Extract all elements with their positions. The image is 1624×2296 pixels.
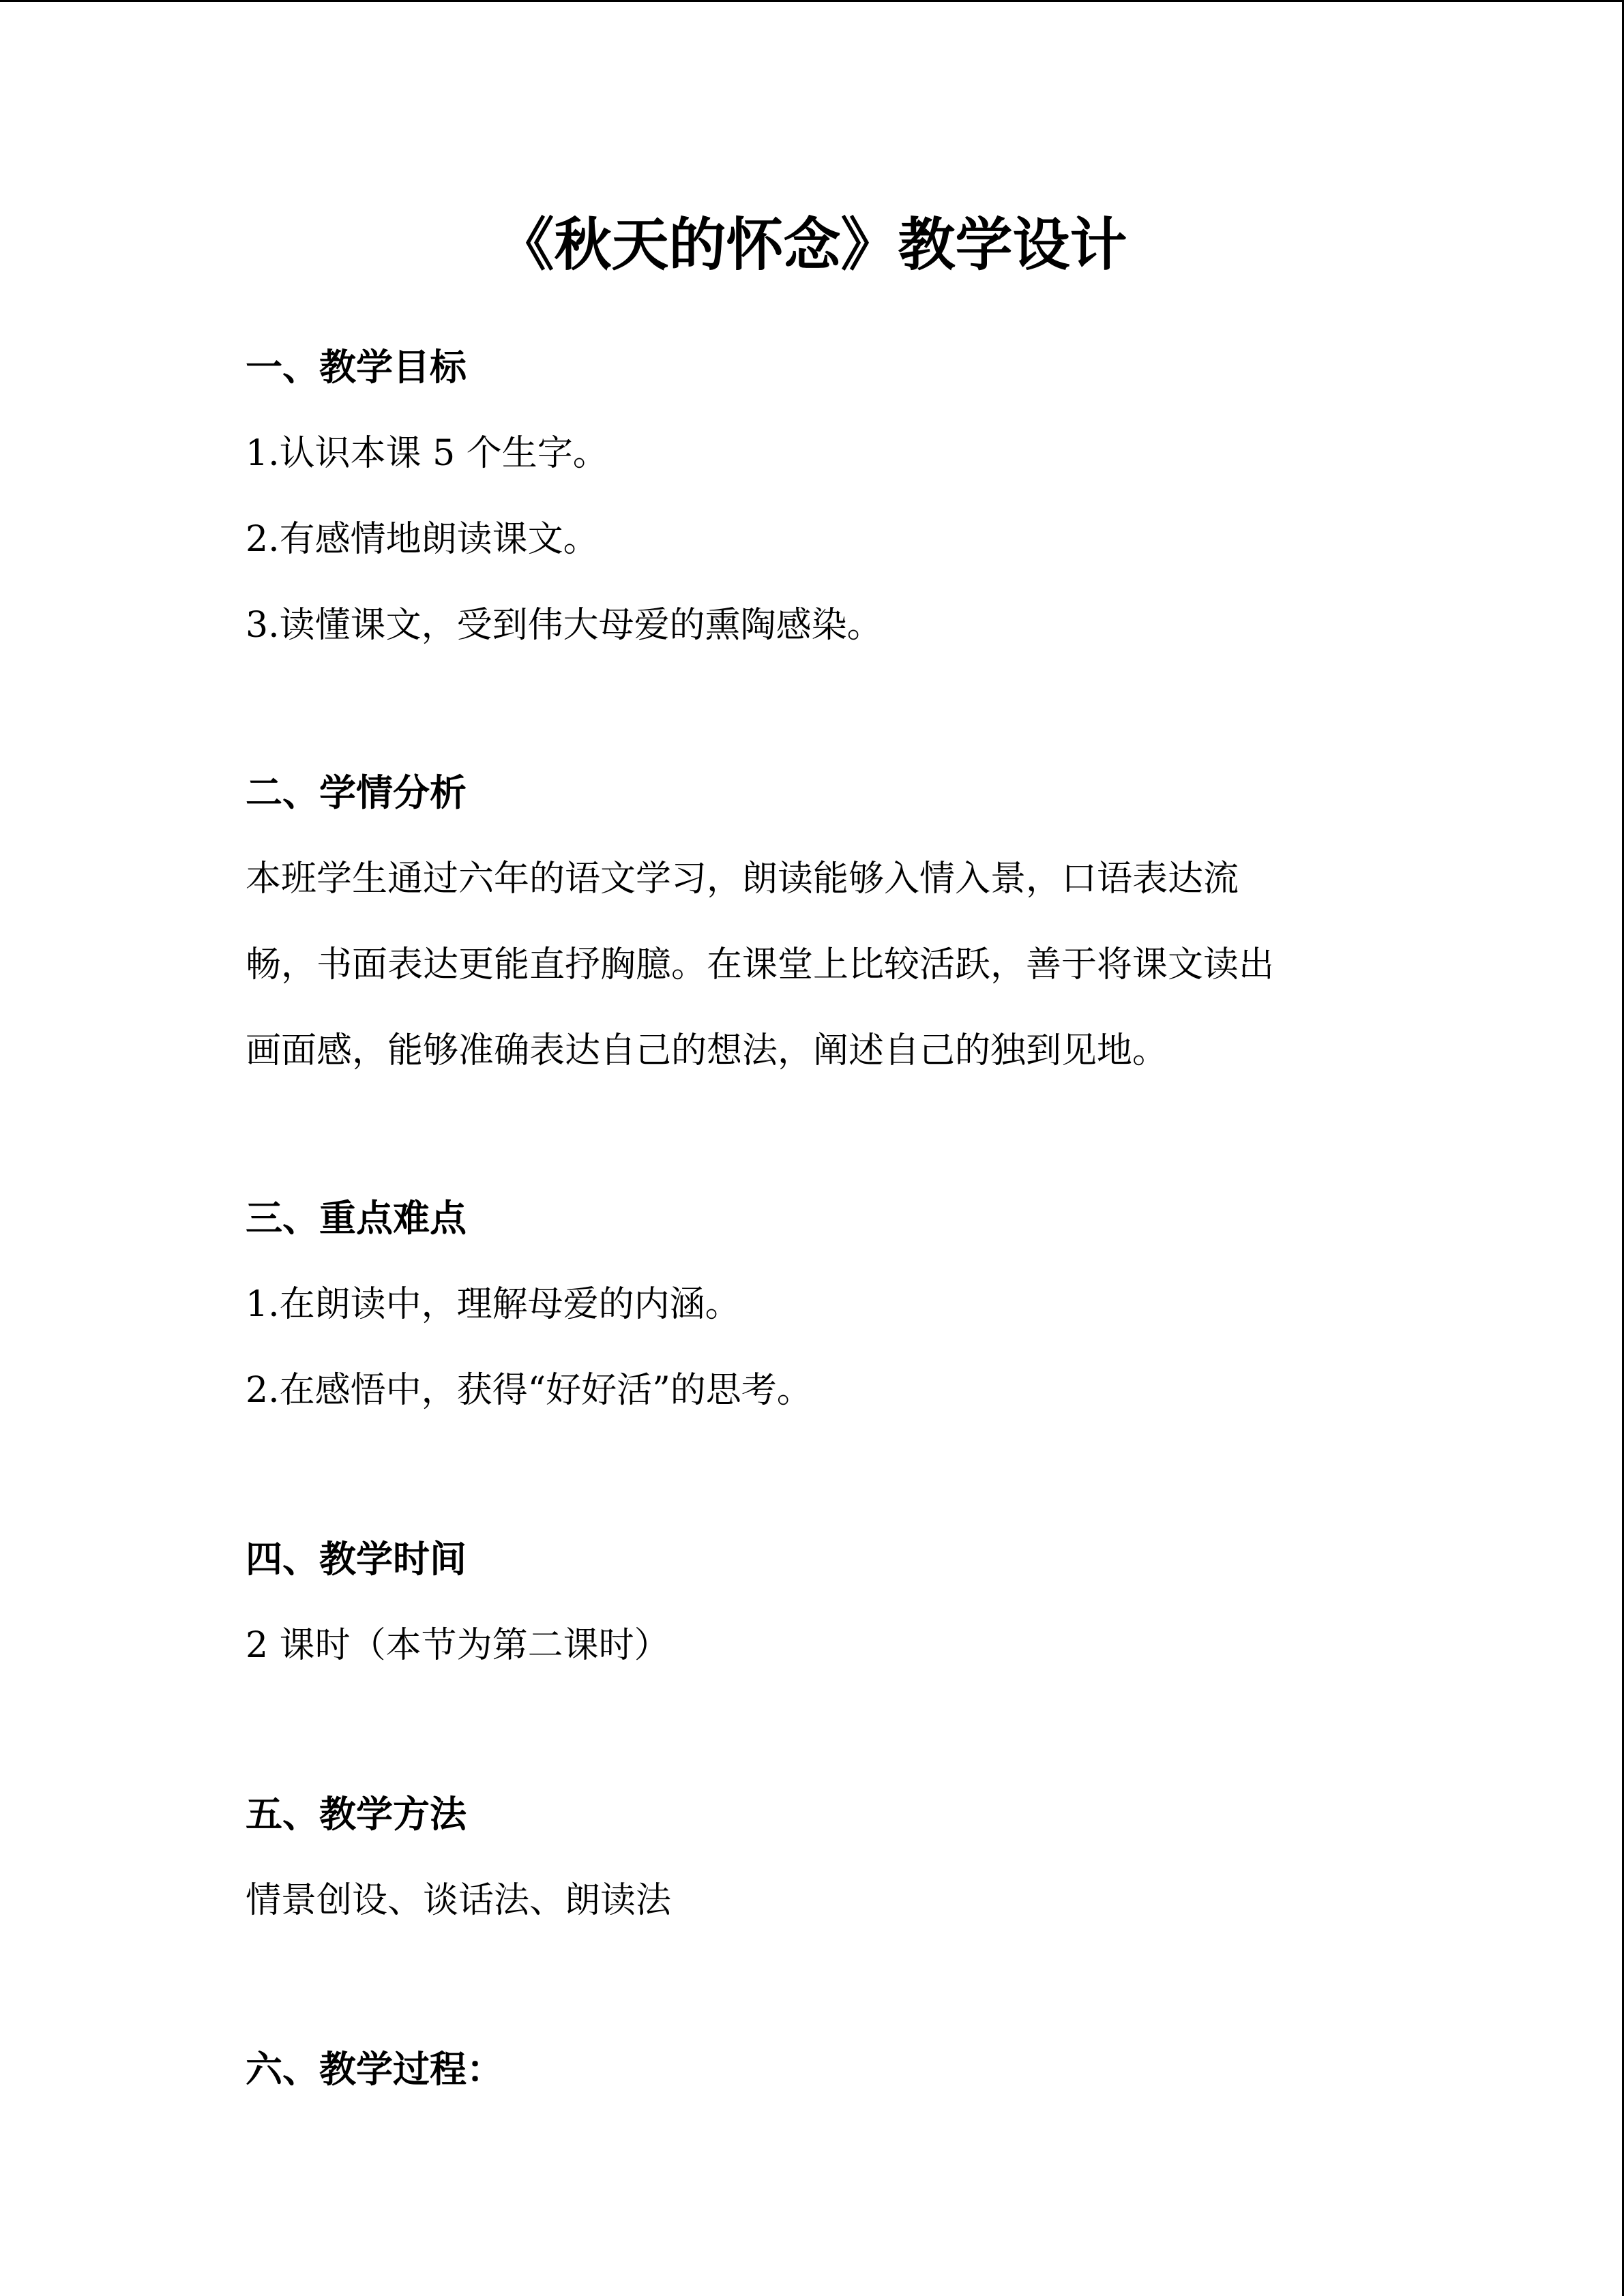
paragraph-line: 畅，书面表达更能直抒胸臆。在课堂上比较活跃，善于将课文读出 (246, 944, 1275, 985)
paragraph-line: 画面感，能够准确表达自己的想法，阐述自己的独到见地。 (246, 1030, 1168, 1071)
paragraph-line: 1.在朗读中，理解母爱的内涵。 (246, 1284, 741, 1325)
paragraph-line: 本班学生通过六年的语文学习，朗读能够入情入景，口语表达流 (246, 859, 1239, 899)
section-heading-objectives: 一、教学目标 (246, 346, 467, 389)
paragraph-line: 3.读懂课文，受到伟大母爱的熏陶感染。 (246, 605, 883, 646)
paragraph-line: 2 课时（本节为第二课时） (246, 1625, 670, 1666)
section-heading-teaching-process: 六、教学过程： (246, 2048, 503, 2091)
section-heading-teaching-time: 四、教学时间 (246, 1538, 467, 1581)
paragraph-line: 1.认识本课 5 个生字。 (246, 433, 608, 474)
section-heading-key-points: 三、重点难点 (246, 1197, 467, 1240)
section-heading-student-analysis: 二、学情分析 (246, 771, 467, 814)
paragraph-line: 情景创设、谈话法、朗读法 (246, 1880, 672, 1921)
paragraph-line: 2.有感情地朗读课文。 (246, 519, 599, 560)
section-heading-teaching-methods: 五、教学方法 (246, 1793, 467, 1836)
paragraph-line: 2.在感悟中，获得“好好活”的思考。 (246, 1370, 812, 1411)
document-title: 《秋天的怀念》教学设计 (497, 211, 1127, 278)
